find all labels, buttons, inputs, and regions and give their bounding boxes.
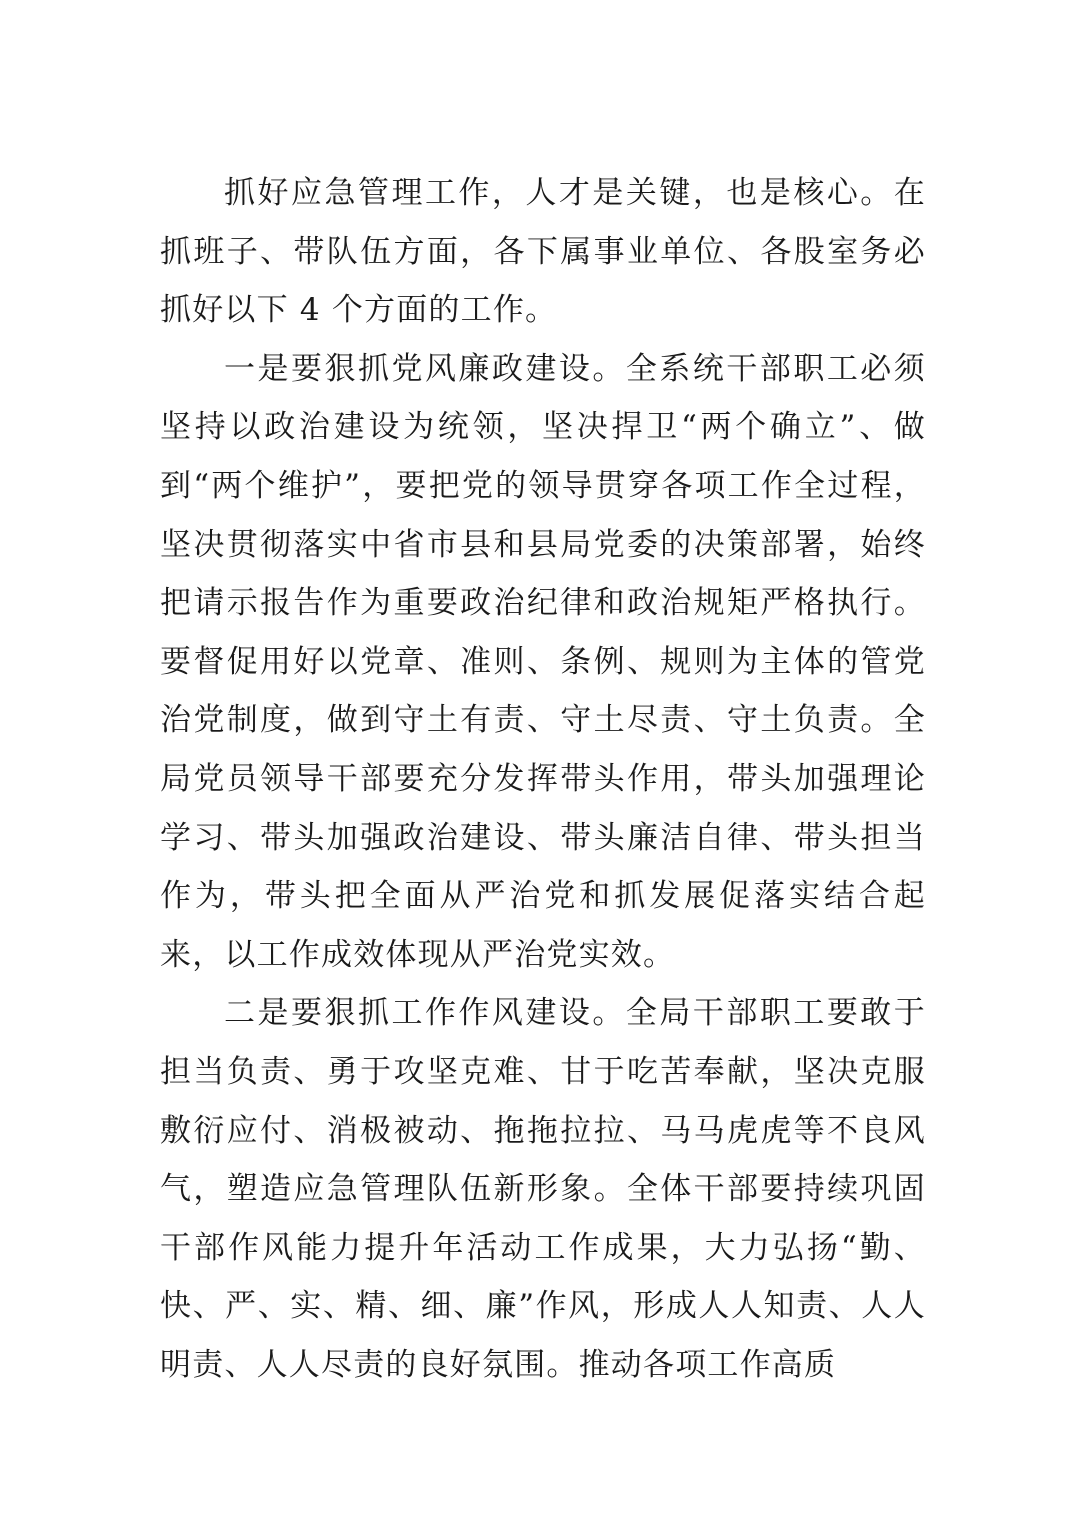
- document-body: [160, 164, 926, 1394]
- paragraph-work-style: 二是要狠抓工作作风建设。全局干部职工要敢于担当负责、勇于攻坚克难、甘于吃苦奉献，坚决克服敷衍应付、消极被动、拖拖拉拉、马马虎虎等不良风气，塑造应急管理队伍新形象。全体干部要持续巩固干部作风能力提升年活动工作成果，大力弘扬“勤、快、严、实、精、细、廉”作风，形成人人知责、人人明责、人人尽责的良好氛围。推动各项工作高质: [160, 995, 926, 1383]
- paragraph-intro: 抓好应急管理工作，人才是关键，也是核心。在抓班子、带队伍方面，各下属事业单位、各股室务必抓好以下 4 个方面的工作。: [160, 175, 926, 329]
- paragraph-party-conduct: 一是要狠抓党风廉政建设。全系统干部职工必须坚持以政治建设为统领，坚决捍卫“两个确立”、做到“两个维护”，要把党的领导贯穿各项工作全过程，坚决贯彻落实中省市县和县局党委的决策部署，始终把请示报告作为重要政治纪律和政治规矩严格执行。要督促用好以党章、准则、条例、规则为主体的管党治党制度，做到守土有责、守土尽责、守土负责。全局党员领导干部要充分发挥带头作用，带头加强理论学习、带头加强政治建设、带头廉洁自律、带头担当作为，带头把全面从严治党和抓发展促落实结合起来，以工作成效体现从严治党实效。: [160, 350, 926, 973]
